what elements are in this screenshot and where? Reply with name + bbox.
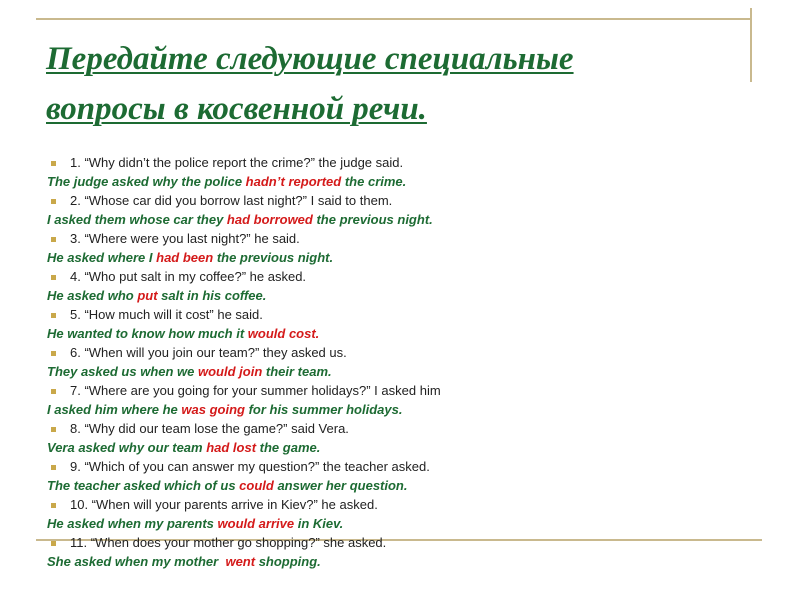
item-3 [47,230,787,268]
item-8 [47,420,787,458]
answer-text: their team. [262,364,332,379]
answer-text: They asked us when we [47,364,198,379]
answer-text: He wanted to know how much it [47,326,248,341]
question-line [47,496,787,514]
answer-highlight: would arrive [217,516,295,531]
square-bullet-icon [51,389,56,394]
item-6 [47,344,787,382]
top-decorative-line [36,18,752,20]
item-9 [47,458,787,496]
answer-text: for his summer holidays. [244,402,403,417]
answer-highlight: put [137,288,158,303]
question-line [47,154,787,172]
answer-text: in Kiev. [294,516,344,531]
answer-text: I asked him where he [47,402,182,417]
answer-line [47,172,787,192]
answer-text: shopping. [255,554,321,569]
square-bullet-icon [51,161,56,166]
item-5 [47,306,787,344]
question-line [47,458,787,476]
square-bullet-icon [51,237,56,242]
answer-highlight: had lost [206,440,257,455]
title-line-1: Передайте следующие специальные [46,41,574,77]
answer-text: the previous night. [312,212,433,227]
answer-text: The teacher asked which of us [47,478,240,493]
item-1 [47,154,787,192]
answer-line [47,210,787,230]
answer-highlight: was going [181,402,245,417]
question-line [47,192,787,210]
square-bullet-icon [51,313,56,318]
right-decorative-line [750,8,752,82]
answer-text: the previous night. [213,250,334,265]
question-line [47,534,787,552]
question-line [47,420,787,438]
square-bullet-icon [51,275,56,280]
question-line [47,230,787,248]
title-line-2: вопросы в косвенной речи. [46,91,427,127]
slide-title [46,34,746,134]
square-bullet-icon [51,541,56,546]
answer-line [47,438,787,458]
item-11 [47,534,787,572]
answer-text: He asked where I [47,250,157,265]
exercise-list [47,154,787,572]
answer-line [47,476,787,496]
question-text: 4. “Who put salt in my coffee?” he asked. [70,269,307,284]
question-text: 9. “Which of you can answer my question?” the teacher asked. [70,459,430,474]
question-text: 2. “Whose car did you borrow last night?” I said to them. [70,193,393,208]
item-2 [47,192,787,230]
answer-text: Vera asked why our team [47,440,207,455]
answer-text: answer her question. [273,478,408,493]
answer-highlight: hadn’t reported [245,174,342,189]
question-line [47,382,787,400]
question-text: 1. “Why didn’t the police report the crime?” the judge said. [70,155,404,170]
question-text: 7. “Where are you going for your summer holidays?” I asked him [70,383,441,398]
square-bullet-icon [51,503,56,508]
answer-highlight: had been [156,250,214,265]
answer-line [47,248,787,268]
item-4 [47,268,787,306]
answer-line [47,362,787,382]
answer-text: salt in his coffee. [157,288,267,303]
question-text: 11. “When does your mother go shopping?” she asked. [70,535,387,550]
question-text: 5. “How much will it cost” he said. [70,307,263,322]
question-line [47,306,787,324]
question-text: 10. “When will your parents arrive in Kiev?” he asked. [70,497,378,512]
answer-text: He asked when my parents [47,516,218,531]
answer-text: She asked when my mother [47,554,226,569]
answer-text: He asked who [47,288,138,303]
question-text: 6. “When will you join our team?” they asked us. [70,345,347,360]
item-7 [47,382,787,420]
answer-line [47,324,787,344]
answer-line [47,400,787,420]
square-bullet-icon [51,465,56,470]
answer-line [47,552,787,572]
answer-line [47,286,787,306]
question-text: 3. “Where were you last night?” he said. [70,231,300,246]
item-10 [47,496,787,534]
square-bullet-icon [51,427,56,432]
answer-text: the crime. [341,174,407,189]
answer-highlight: would cost. [247,326,320,341]
answer-text: I asked them whose car they [47,212,227,227]
question-line [47,268,787,286]
square-bullet-icon [51,351,56,356]
answer-highlight: would join [198,364,263,379]
answer-highlight: could [239,478,274,493]
answer-highlight: had borrowed [226,212,313,227]
answer-text: The judge asked why the police [47,174,246,189]
answer-line [47,514,787,534]
answer-text: the game. [256,440,321,455]
question-text: 8. “Why did our team lose the game?” said Vera. [70,421,349,436]
square-bullet-icon [51,199,56,204]
answer-highlight: went [225,554,256,569]
question-line [47,344,787,362]
